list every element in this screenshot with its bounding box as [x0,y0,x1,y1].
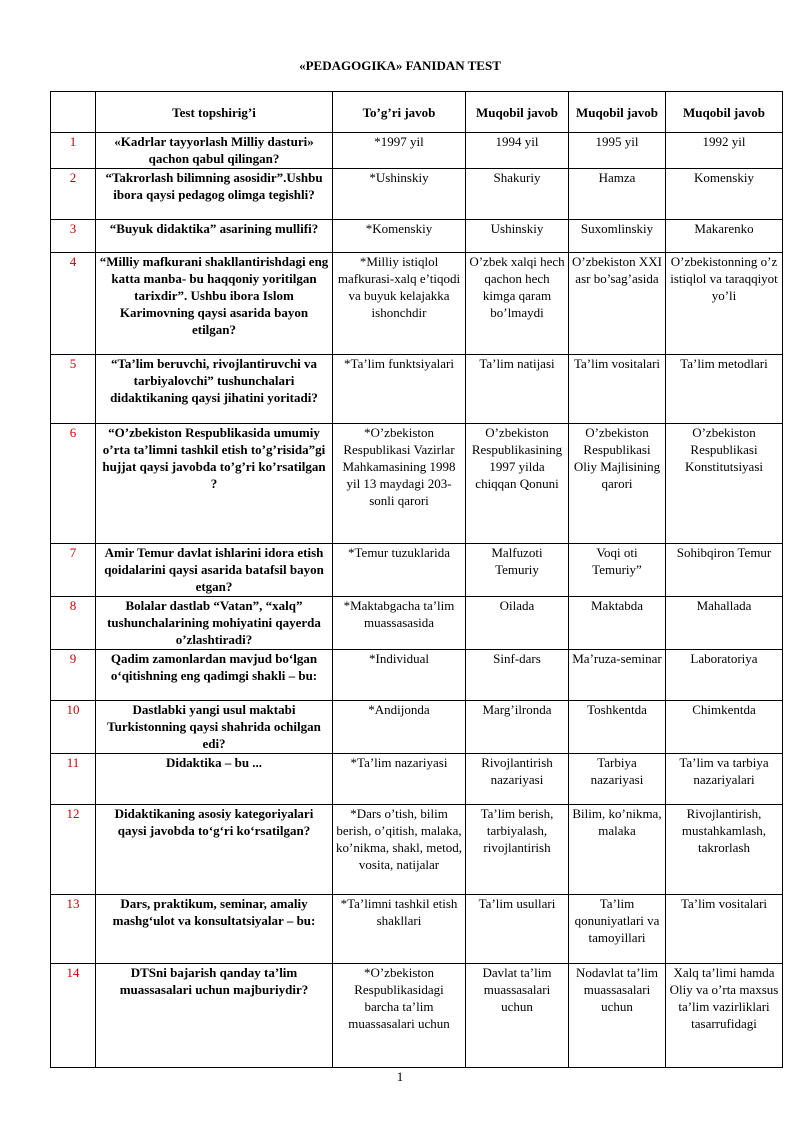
alternative-answer-2: Ta’lim vositalari [569,355,666,424]
alternative-answer-1: Marg’ilronda [466,701,569,754]
question-number: 10 [51,701,96,754]
header-alternative-3: Muqobil javob [666,92,783,133]
question-number: 4 [51,253,96,355]
question-text: Dastlabki yangi usul maktabi Turkistonning qaysi shahrida ochilgan edi? [96,701,333,754]
table-row [51,253,783,355]
alternative-answer-2: Suxomlinskiy [569,220,666,253]
alternative-answer-3: Xalq ta’limi hamda Oliy va o’rta maxsus ta’lim vazirliklari tasarrufidagi [666,964,783,1068]
question-text: “Takrorlash bilimning asosidir”.Ushbu ibora qaysi pedagog olimga tegishli? [96,169,333,220]
alternative-answer-2: Hamza [569,169,666,220]
question-number: 2 [51,169,96,220]
question-number: 6 [51,424,96,544]
correct-answer: *O’zbekiston Respublikasi Vazirlar Mahkamasining 1998 yil 13 maydagi 203-sonli qarori [333,424,466,544]
alternative-answer-3: 1992 yil [666,133,783,169]
question-text: “Buyuk didaktika” asarining mullifi? [96,220,333,253]
correct-answer: *Milliy istiqlol mafkurasi-xalq e’tiqodi va buyuk kelajakka ishonchdir [333,253,466,355]
alternative-answer-1: O’zbekiston Respublikasining 1997 yilda chiqqan Qonuni [466,424,569,544]
alternative-answer-3: Ta’lim vositalari [666,895,783,964]
question-text: Didaktikaning asosiy kategoriyalari qaysi javobda to‘g‘ri ko‘rsatilgan? [96,805,333,895]
alternative-answer-2: Ta’lim qonuniyatlari va tamoyillari [569,895,666,964]
alternative-answer-3: Laboratoriya [666,650,783,701]
correct-answer: *Dars o’tish, bilim berish, o’qitish, malaka, ko’nikma, shakl, metod, vosita, natijalar [333,805,466,895]
correct-answer: *Ta’lim nazariyasi [333,754,466,805]
alternative-answer-1: Davlat ta’lim muassasalari uchun [466,964,569,1068]
table-row [51,895,783,964]
alternative-answer-3: Ta’lim metodlari [666,355,783,424]
question-text: Bolalar dastlab “Vatan”, “xalq” tushunchalarining mohiyatini qayerda o’zlashtiradi? [96,597,333,650]
question-text: «Kadrlar tayyorlash Milliy dasturi» qachon qabul qilingan? [96,133,333,169]
alternative-answer-1: Ushinskiy [466,220,569,253]
alternative-answer-2: Tarbiya nazariyasi [569,754,666,805]
correct-answer: *Ushinskiy [333,169,466,220]
correct-answer: *O’zbekiston Respublikasidagi barcha ta’lim muassasalari uchun [333,964,466,1068]
alternative-answer-1: Ta’lim usullari [466,895,569,964]
alternative-answer-1: 1994 yil [466,133,569,169]
correct-answer: *Andijonda [333,701,466,754]
document-title: «PEDAGOGIKA» FANIDAN TEST [299,58,501,73]
question-text: Qadim zamonlardan mavjud bo‘lgan o‘qitishning eng qadimgi shakli – bu: [96,650,333,701]
table-row [51,169,783,220]
page-number: 1 [396,1069,404,1084]
alternative-answer-2: Voqi oti Temuriy” [569,544,666,597]
correct-answer: *Ta’limni tashkil etish shakllari [333,895,466,964]
alternative-answer-2: Ma’ruza-seminar [569,650,666,701]
table-row [51,597,783,650]
table-row [51,754,783,805]
table-row [51,701,783,754]
alternative-answer-2: Maktabda [569,597,666,650]
correct-answer: *1997 yil [333,133,466,169]
alternative-answer-2: Nodavlat ta’lim muassasalari uchun [569,964,666,1068]
question-number: 13 [51,895,96,964]
alternative-answer-3: O’zbekistonning o’z istiqlol va taraqqiyot yo’li [666,253,783,355]
table-row [51,355,783,424]
alternative-answer-3: Makarenko [666,220,783,253]
table-row [51,544,783,597]
question-number: 1 [51,133,96,169]
alternative-answer-1: Rivojlantirish nazariyasi [466,754,569,805]
question-number: 3 [51,220,96,253]
alternative-answer-1: O’zbek xalqi hech qachon hech kimga qaram bo’lmaydi [466,253,569,355]
question-number: 12 [51,805,96,895]
alternative-answer-3: Rivojlantirish, mustahkamlash, takrorlash [666,805,783,895]
question-text: “Milliy mafkurani shakllantirishdagi eng katta manba- bu haqqoniy yoritilgan tarixdir”. Ushbu ibora Islom Karimovning qaysi asarida bayon etilgan? [96,253,333,355]
header-alternative-2: Muqobil javob [569,92,666,133]
alternative-answer-2: O’zbekiston XXI asr bo’sag’asida [569,253,666,355]
alternative-answer-2: Bilim, ko’nikma, malaka [569,805,666,895]
question-number: 11 [51,754,96,805]
question-text: DTSni bajarish qanday ta’lim muassasalari uchun majburiydir? [96,964,333,1068]
question-text: “O’zbekiston Respublikasida umumiy o’rta ta’limni tashkil etish to’g’risida”gi hujjat qaysi javobda to’g’ri ko’rsatilgan ? [96,424,333,544]
alternative-answer-2: Toshkentda [569,701,666,754]
question-text: Dars, praktikum, seminar, amaliy mashg‘ulot va konsultatsiyalar – bu: [96,895,333,964]
table-row [51,133,783,169]
alternative-answer-1: Malfuzoti Temuriy [466,544,569,597]
question-number: 14 [51,964,96,1068]
alternative-answer-3: Ta’lim va tarbiya nazariyalari [666,754,783,805]
alternative-answer-3: Chimkentda [666,701,783,754]
alternative-answer-1: Ta’lim natijasi [466,355,569,424]
question-number: 9 [51,650,96,701]
alternative-answer-1: Oilada [466,597,569,650]
correct-answer: *Komenskiy [333,220,466,253]
header-number [51,92,96,133]
alternative-answer-2: 1995 yil [569,133,666,169]
table-row [51,964,783,1068]
question-number: 8 [51,597,96,650]
question-number: 7 [51,544,96,597]
header-alternative-1: Muqobil javob [466,92,569,133]
table-row [51,650,783,701]
question-text: Didaktika – bu ... [96,754,333,805]
correct-answer: *Temur tuzuklarida [333,544,466,597]
alternative-answer-1: Shakuriy [466,169,569,220]
alternative-answer-3: Sohibqiron Temur [666,544,783,597]
question-text: “Ta’lim beruvchi, rivojlantiruvchi va tarbiyalovchi” tushunchalari didaktikaning qaysi jihatini yoritadi? [96,355,333,424]
alternative-answer-3: Mahallada [666,597,783,650]
alternative-answer-2: O’zbekiston Respublikasi Oliy Majlisining qarori [569,424,666,544]
correct-answer: *Maktabgacha ta’lim muassasasida [333,597,466,650]
question-text: Amir Temur davlat ishlarini idora etish qoidalarini qaysi asarida batafsil bayon etgan? [96,544,333,597]
alternative-answer-3: Komenskiy [666,169,783,220]
alternative-answer-1: Sinf-dars [466,650,569,701]
alternative-answer-1: Ta’lim berish, tarbiyalash, rivojlantirish [466,805,569,895]
correct-answer: *Individual [333,650,466,701]
table-row [51,805,783,895]
test-table [50,91,783,1068]
alternative-answer-3: O’zbekiston Respublikasi Konstitutsiyasi [666,424,783,544]
table-row [51,424,783,544]
question-number: 5 [51,355,96,424]
correct-answer: *Ta’lim funktsiyalari [333,355,466,424]
header-task: Test topshirig’i [96,92,333,133]
header-row [51,92,783,133]
header-correct-answer: To’g’ri javob [333,92,466,133]
table-row [51,220,783,253]
